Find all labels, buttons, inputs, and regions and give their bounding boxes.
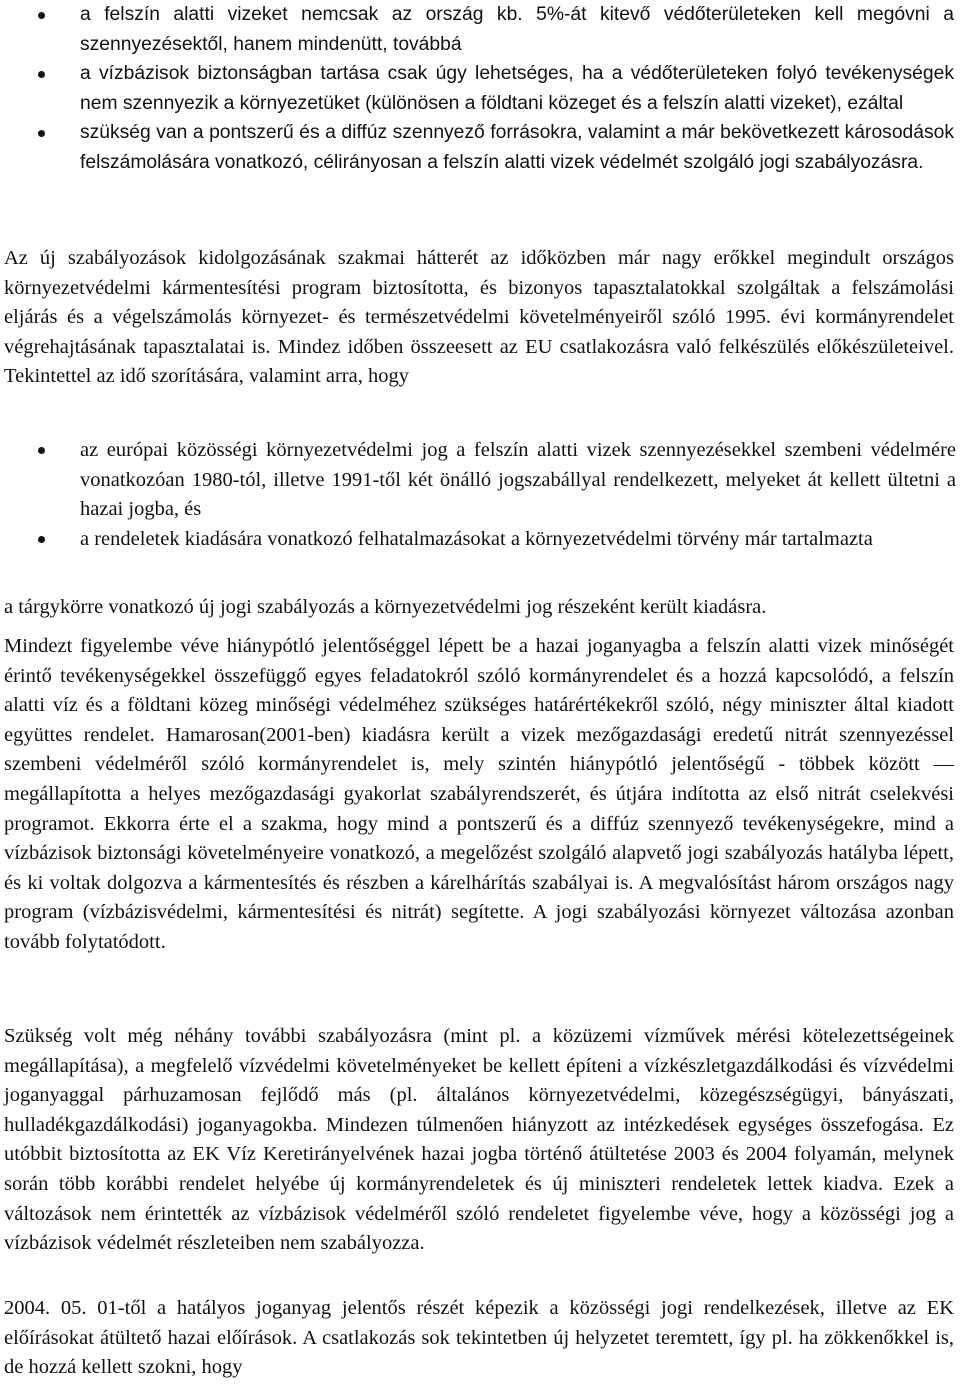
- requirements-list: [0, 0, 960, 177]
- list-item: [0, 436, 960, 525]
- bullet-icon: [38, 536, 45, 543]
- paragraph-accession: 2004. 05. 01-től a hatályos joganyag jelentős részét képezik a közösségi jogi rendelkezések, illetve az EK előírásokat átültető hazai előírások. A csatlakozás sok tekintetben új helyzetet teremtett, így pl. ha zökkenőkkel is, de hozzá kellett szokni, hogy: [4, 1297, 954, 1379]
- list-item-text: a felszín alatti vizeket nemcsak az ország kb. 5%-át kitevő védőterületeken kell megóvni a szennyezésektől, hanem mindenütt, továbbá: [80, 4, 954, 55]
- bullet-icon: [38, 130, 45, 137]
- list-item-text: a vízbázisok biztonságban tartása csak úgy lehetséges, ha a védőterületeken folyó tevékenységek nem szennyezik a környezetüket (különösen a földtani közeget és a felszín alatti vizeket), ezáltal: [80, 63, 954, 114]
- list-item-text: az európai közösségi környezetvédelmi jog a felszín alatti vizek szennyezésekkel szembeni védelmére vonatkozóan 1980-tól, illetve 1991-től két önálló jogszabállyal rendelkezett, melyeket át kellett ültetni a hazai jogba, és: [80, 439, 956, 521]
- eu-law-list: [0, 436, 960, 554]
- list-item: [0, 59, 960, 118]
- paragraph-conclusion: a tárgykörre vonatkozó új jogi szabályozás a környezetvédelmi jog részeként került kiadásra.: [4, 596, 767, 618]
- list-item: [0, 0, 960, 59]
- list-item: [0, 525, 960, 555]
- list-item-text: szükség van a pontszerű és a diffúz szennyező forrásokra, valamint a már bekövetkezett károsodások felszámolására vonatkozó, célirányosan a felszín alatti vizek védelmét szolgáló jogi szabályozásra.: [80, 122, 954, 173]
- bullet-icon: [38, 12, 45, 19]
- paragraph-background: Az új szabályozások kidolgozásának szakmai hátterét az időközben már nagy erőkkel megindult országos környezetvédelmi kármentesítési program biztosította, és bizonyos tapasztalatokkal szolgáltak a felszámolási eljárás és a végelszámolás környezet- és természetvédelmi követelményeiről szóló 1995. évi kormányrendelet végrehajtásának tapasztalatai is. Mindez időben összeesett az EU csatlakozásra való felkészülés előkészületeivel. Tekintettel az idő szorítására, valamint arra, hogy: [4, 247, 954, 388]
- bullet-icon: [38, 71, 45, 78]
- paragraph-new-regulations: Mindezt figyelembe véve hiánypótló jelentőséggel lépett be a hazai joganyagba a felszín alatti vizek minőségét érintő tevékenységekkel összefüggő egyes feladatokról szóló kormányrendelet és a hozzá kapcsolódó, a felszín alatti víz és a földtani közeg minőségi védelméhez szükséges határértékekről szóló, négy miniszter által kiadott együttes rendelet. Hamarosan(2001-ben) kiadásra került a vizek mezőgazdasági eredetű nitrát szennyezéssel szembeni védelméről szóló kormányrendelet is, mely szintén hiánypótló jelentőségű - többek között ― megállapította a helyes mezőgazdasági gyakorlat szabályrendszerét, és útjára indította az első nitrát cselekvési programot. Ekkorra érte el a szakma, hogy mind a pontszerű és a diffúz szennyező tevékenységekre, mind a vízbázisok biztonsági követelményeire vonatkozó, a megelőzést szolgáló alapvető jogi szabályozás hatályba lépett, és ki voltak dolgozva a kármentesítés és részben a kárelhárítás szabályai is. A megvalósítást három országos nagy program (vízbázisvédelmi, kármentesítési és nitrát) segítette. A jogi szabályozási környezet változása azonban tovább folytatódott.: [4, 635, 954, 953]
- bullet-icon: [38, 447, 45, 454]
- list-item: [0, 118, 960, 177]
- list-item-text: a rendeletek kiadására vonatkozó felhatalmazásokat a környezetvédelmi törvény már tartalmazta: [80, 527, 873, 550]
- paragraph-further-regulation: Szükség volt még néhány további szabályozásra (mint pl. a közüzemi vízművek mérési kötelezettségeinek megállapítása), a megfelelő vízvédelmi követelményeket be kellett építeni a vízkészletgazdálkodási és vízvédelmi joganyaggal párhuzamosan fejlődő más (pl. általános környezetvédelmi, közegészségügyi, bányászati, hulladékgazdálkodási) joganyagokba. Mindezen túlmenően hiányzott az intézkedések egységes összefogása. Ez utóbbit biztosította az EK Víz Keretirányelvének hazai jogba történő átültetése 2003 és 2004 folyamán, melynek során több korábbi rendelet helyébe új kormányrendeletek és új miniszteri rendeletek lettek kiadva. Ezek a változások nem érintették az vízbázisok védelméről szóló rendeletet figyelembe véve, hogy a közösségi jog a vízbázisok védelmét részleteiben nem szabályozza.: [4, 1025, 954, 1255]
